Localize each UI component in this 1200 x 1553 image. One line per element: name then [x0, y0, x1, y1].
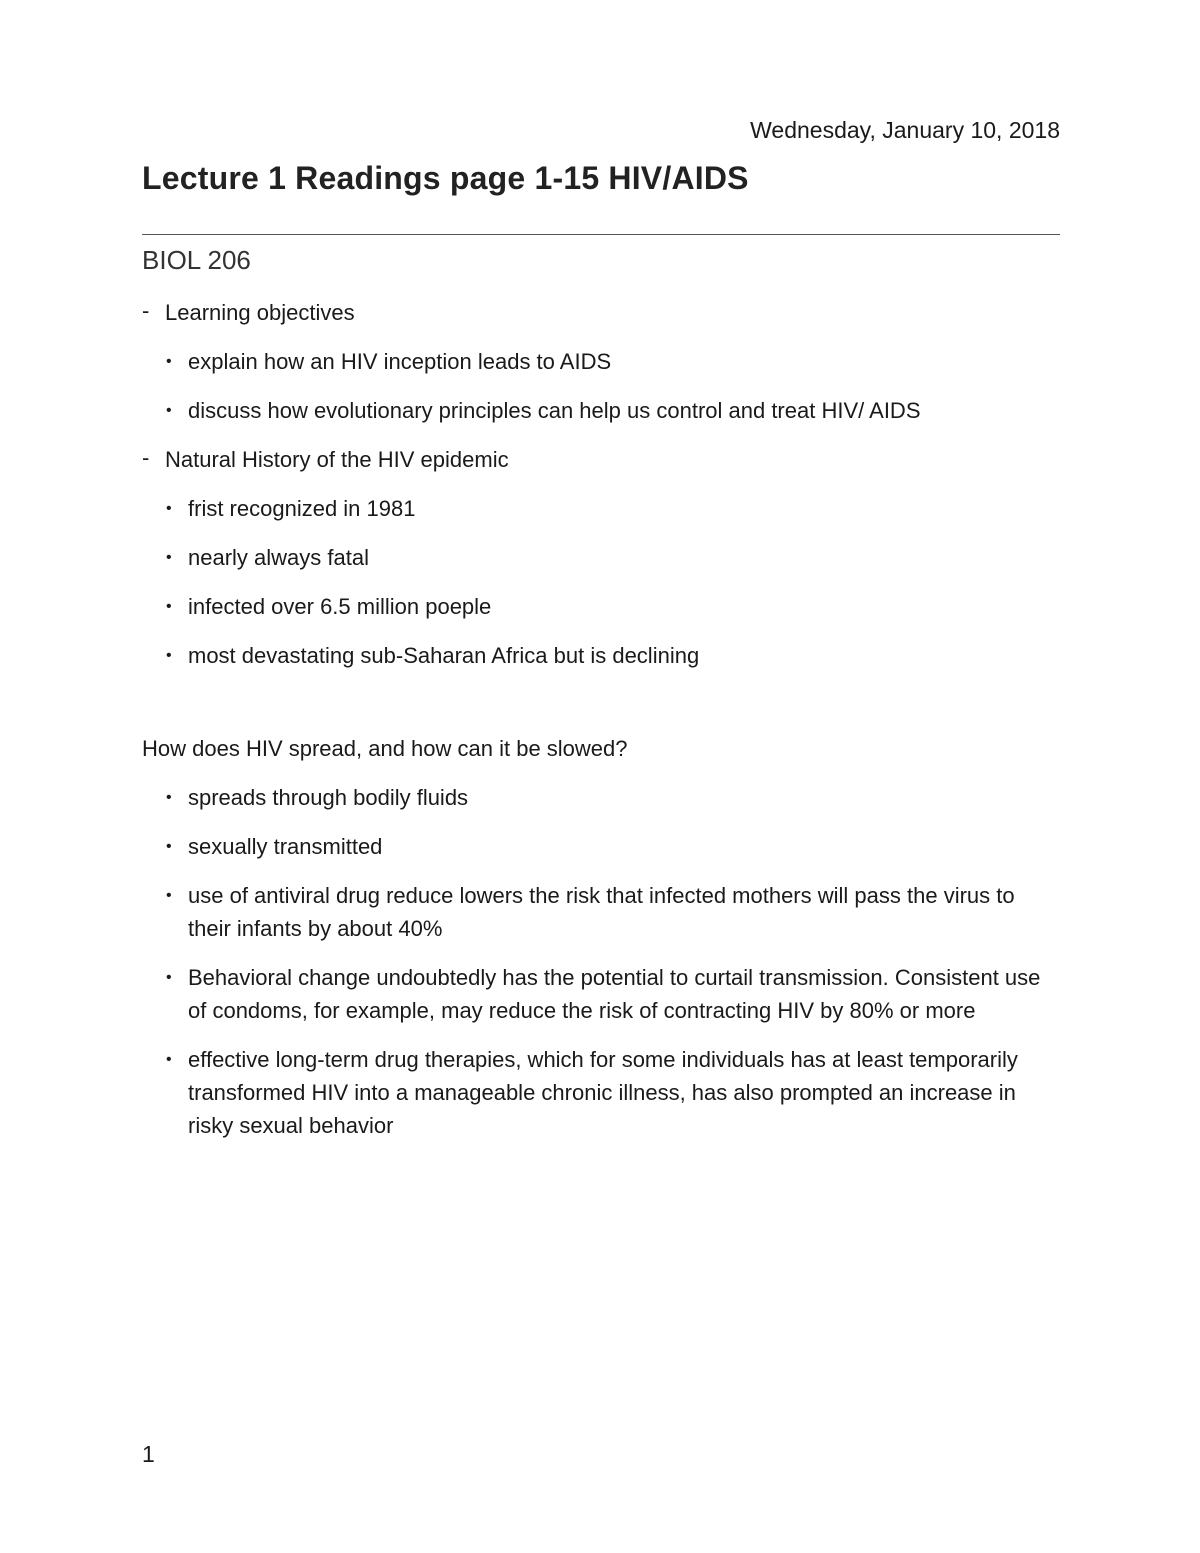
list-item-text: use of antiviral drug reduce lowers the risk that infected mothers will pass the virus to their infants by about 40%: [188, 883, 1015, 941]
bullet-marker: •: [166, 838, 172, 855]
bullet-marker: •: [166, 789, 172, 806]
bullet-list: [142, 492, 1062, 672]
list-item: [142, 345, 1062, 378]
bullet-marker: •: [166, 549, 172, 566]
list-item: [142, 639, 1062, 672]
title-divider: [142, 234, 1060, 235]
notes-body: [142, 296, 1062, 1158]
document-date: Wednesday, January 10, 2018: [750, 117, 1060, 143]
bullet-marker: •: [166, 402, 172, 419]
dash-marker: -: [142, 298, 150, 323]
page-number: 1: [142, 1441, 155, 1467]
dash-marker: -: [142, 445, 150, 470]
list-item-text: most devastating sub-Saharan Africa but is declining: [188, 643, 700, 668]
outline-heading-text: Learning objectives: [165, 300, 355, 325]
bullet-marker: •: [166, 969, 172, 986]
section-question: How does HIV spread, and how can it be slowed?: [142, 736, 628, 761]
list-item-text: discuss how evolutionary principles can help us control and treat HIV/ AIDS: [188, 398, 921, 423]
list-item-text: effective long-term drug therapies, which for some individuals has at least temporarily transformed HIV into a manageable chronic illness, has also prompted an increase in risky sexual behavior: [188, 1047, 1018, 1138]
list-item: [142, 830, 1062, 863]
list-item: [142, 541, 1062, 574]
list-item-text: spreads through bodily fluids: [188, 785, 469, 810]
list-item-text: nearly always fatal: [188, 545, 369, 570]
bullet-marker: •: [166, 647, 172, 664]
outline-heading: [142, 296, 1062, 329]
list-item: [142, 492, 1062, 525]
list-item-text: infected over 6.5 million poeple: [188, 594, 492, 619]
list-item: [142, 1043, 1062, 1142]
course-code: BIOL 206: [142, 245, 251, 275]
list-item-text: frist recognized in 1981: [188, 496, 416, 521]
list-item-text: Behavioral change undoubtedly has the potential to curtail transmission. Consistent use of condoms, for example, may reduce the risk of contracting HIV by 80% or more: [188, 965, 1041, 1023]
list-item: [142, 879, 1062, 945]
list-item: [142, 781, 1062, 814]
bullet-list: [142, 781, 1062, 1142]
document-title: Lecture 1 Readings page 1-15 HIV/AIDS: [142, 160, 749, 196]
list-item: [142, 590, 1062, 623]
list-item-text: explain how an HIV inception leads to AIDS: [188, 349, 612, 374]
bullet-marker: •: [166, 598, 172, 615]
list-item: [142, 961, 1062, 1027]
bullet-marker: •: [166, 500, 172, 517]
outline-heading: [142, 443, 1062, 476]
bullet-marker: •: [166, 353, 172, 370]
list-item: [142, 394, 1062, 427]
bullet-marker: •: [166, 1051, 172, 1068]
list-item-text: sexually transmitted: [188, 834, 383, 859]
bullet-marker: •: [166, 887, 172, 904]
bullet-list: [142, 345, 1062, 427]
outline-heading-text: Natural History of the HIV epidemic: [165, 447, 509, 472]
